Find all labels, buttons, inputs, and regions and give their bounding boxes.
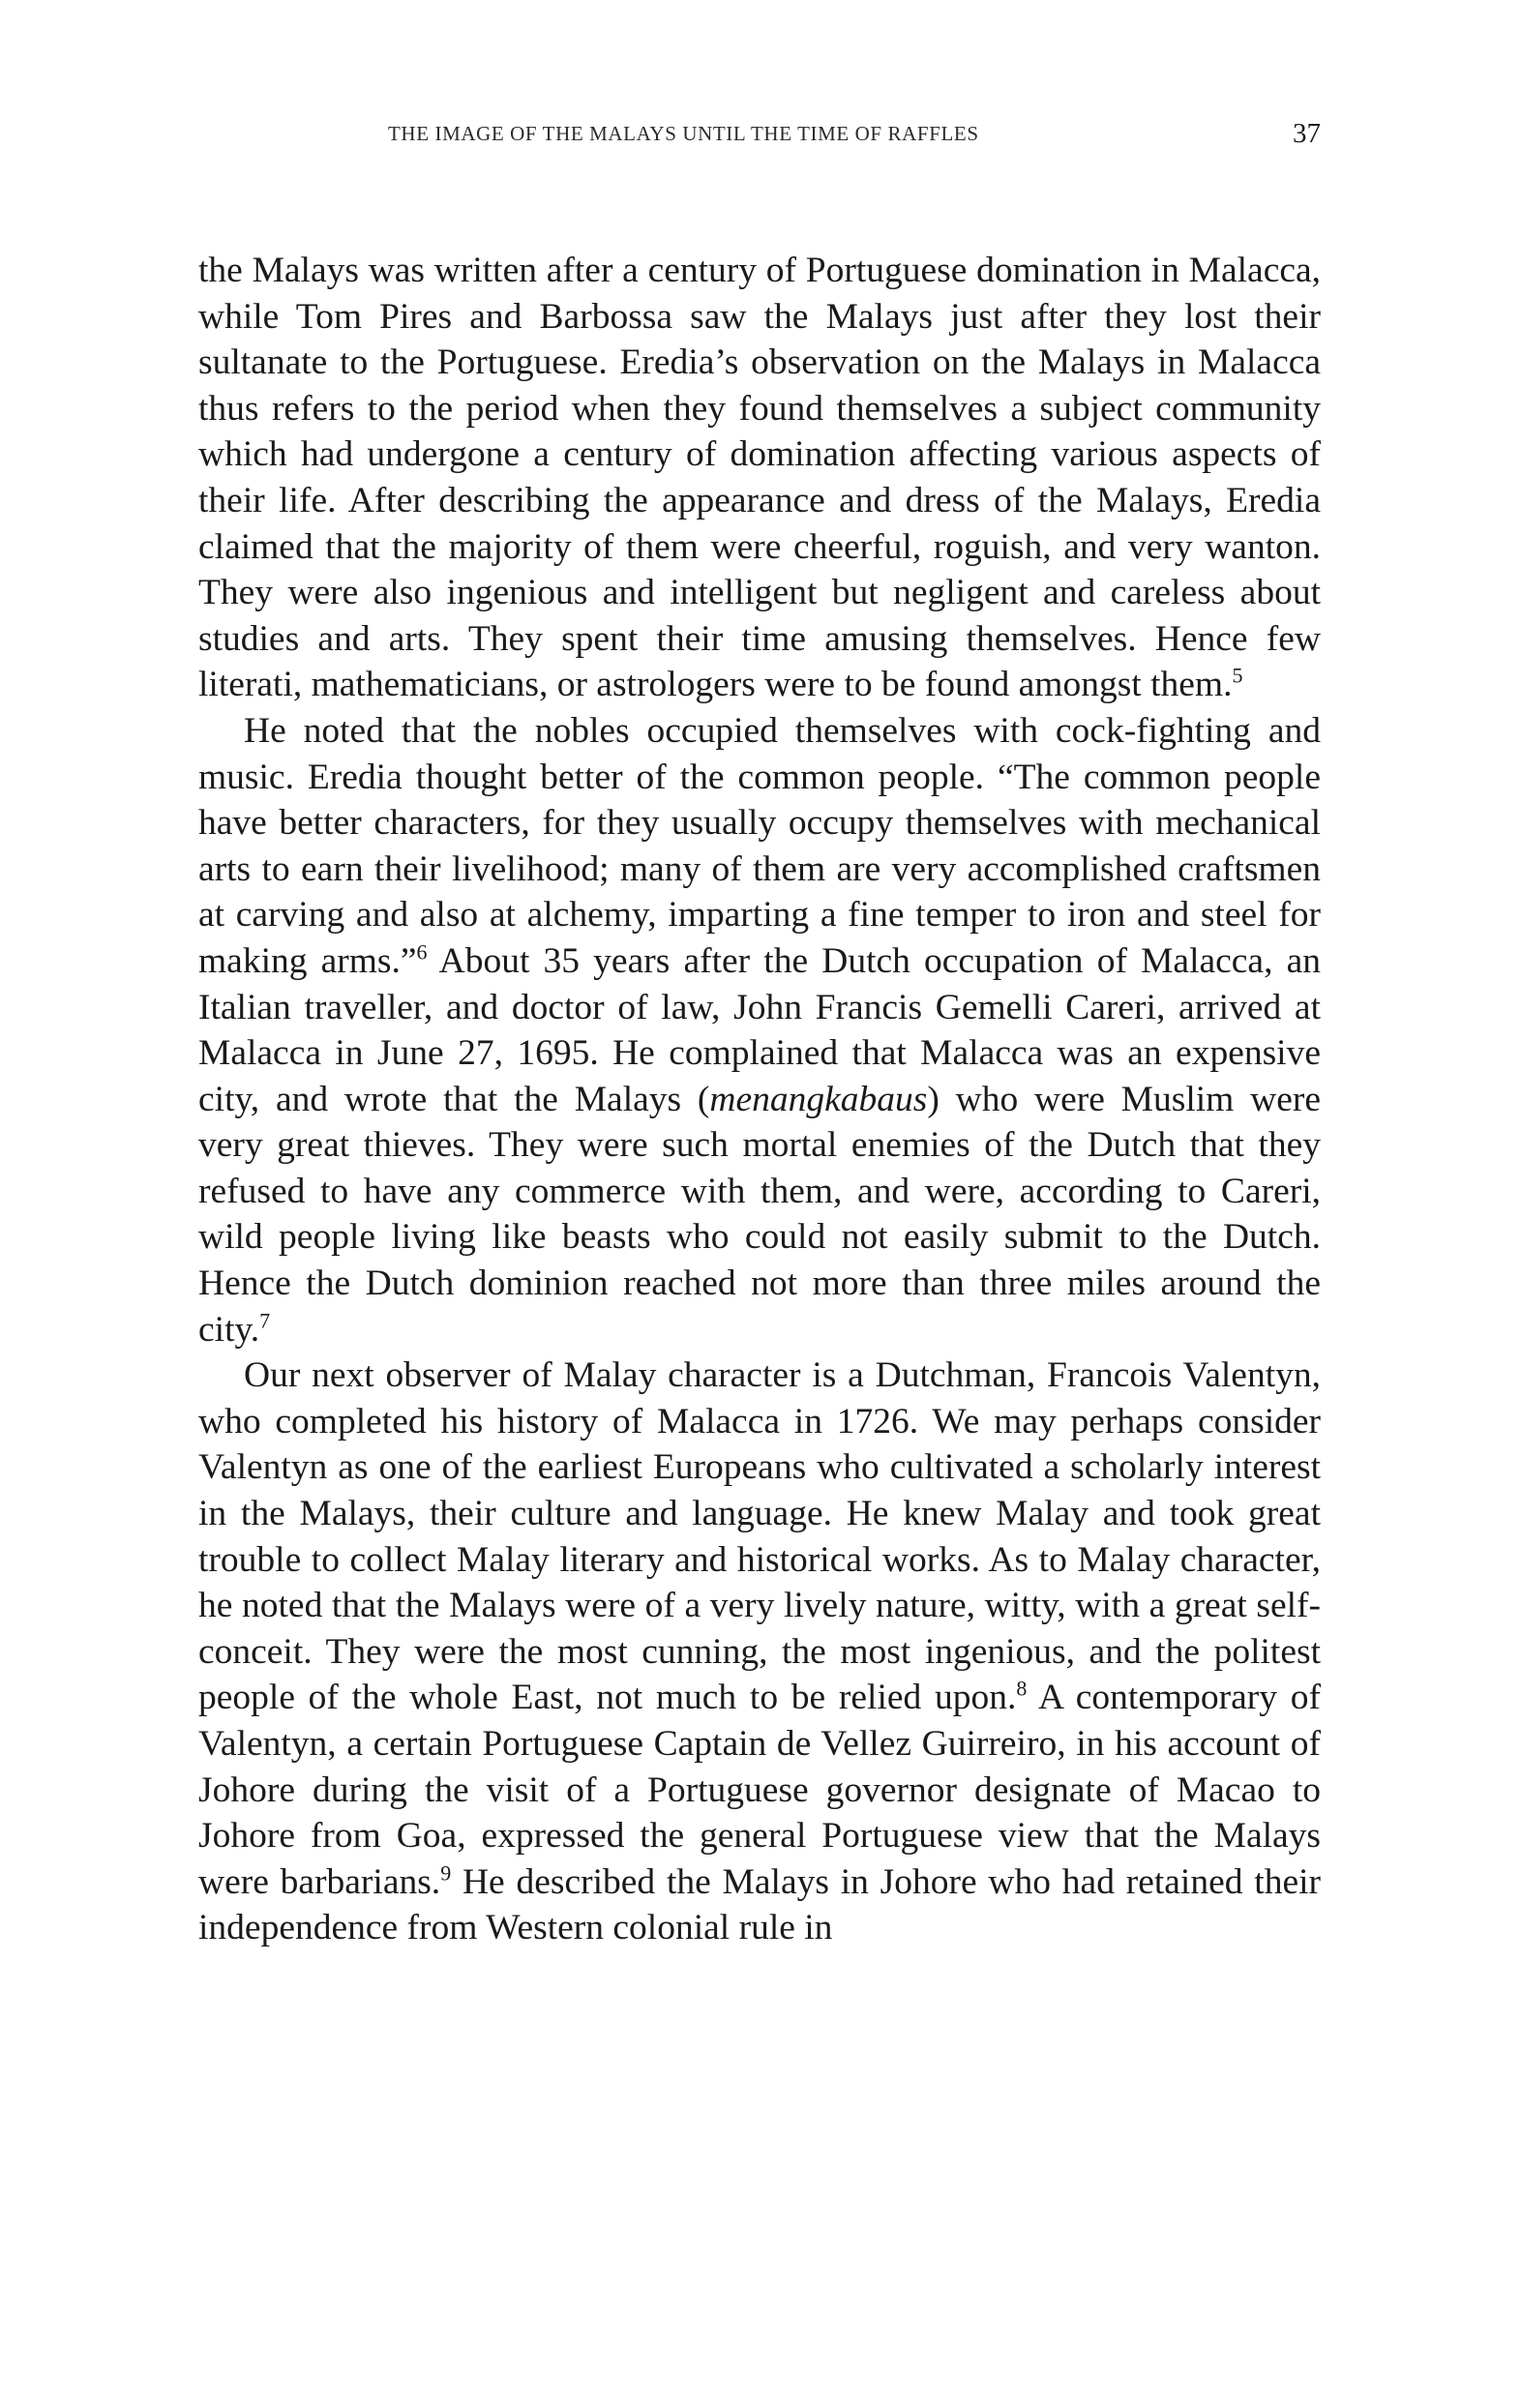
footnote-ref-8: 8 — [1016, 1676, 1028, 1701]
page-number: 37 — [1293, 118, 1321, 149]
text-segment: ) who were Muslim were very great thieves. They were such mortal enemies of the Dutch that they refused to have any commerce with them, and were, according to Careri, wild people living like beasts who could not easily submit to the Dutch. Hence the Dutch dominion reached not more than three miles around the city. — [198, 1079, 1322, 1350]
footnote-ref-7: 7 — [259, 1308, 271, 1333]
italic-term: menangkabaus — [709, 1079, 928, 1119]
footnote-ref-5: 5 — [1232, 663, 1243, 688]
text-segment: He noted that the nobles occupied themselves with cock-fighting and music. Eredia thought better of the common people. “The common people have better characters, for they usually occupy themselves with mechanical arts to earn their livelihood; many of them are very accomplished craftsmen at carving and also at alchemy, imparting a fine temper to iron and steel for making arms.” — [198, 710, 1321, 981]
paragraph-2 — [198, 708, 1321, 1353]
paragraph-3 — [198, 1353, 1321, 1951]
text-segment: About 35 years after the Dutch occupation of Malacca, an Italian traveller, and doctor of law, John Francis Gemelli Careri, arrived at Malacca in June 27, 1695. He complained that Malacca was an expensive city, and wrote that the Malays ( — [198, 940, 1321, 1119]
footnote-ref-6: 6 — [416, 939, 428, 965]
paragraph-1 — [198, 248, 1321, 708]
text-segment: A contemporary of Valentyn, a certain Portuguese Captain de Vellez Guirreiro, in his account of Johore during the visit of a Portuguese governor designate of Macao to Johore from Goa, expressed the general Portuguese view that the Malays were barbarians. — [198, 1678, 1321, 1902]
body-text — [198, 248, 1321, 1951]
text-segment: Our next observer of Malay character is a Dutchman, Francois Valentyn, who completed his history of Malacca in 1726. We may perhaps consider Valentyn as one of the earliest Europeans who cultivated a scholarly interest in the Malays, their culture and language. He knew Malay and took great trouble to collect Malay literary and historical works. As to Malay character, he noted that the Malays were of a very lively nature, witty, with a great self-conceit. They were the most cunning, the most ingenious, and the politest people of the whole East, not much to be relied upon. — [198, 1355, 1321, 1718]
running-title: THE IMAGE OF THE MALAYS UNTIL THE TIME OF RAFFLES — [388, 122, 979, 145]
text-segment: He described the Malays in Johore who had retained their independence from Western colonial rule in — [198, 1861, 1321, 1948]
footnote-ref-9: 9 — [440, 1860, 452, 1886]
running-header — [198, 118, 1321, 157]
text-segment: the Malays was written after a century of Portuguese domination in Malacca, while Tom Pires and Barbossa saw the Malays just after they lost their sultanate to the Portuguese. Eredia’s observation on the Malays in Malacca thus refers to the period when they found themselves a subject community which had undergone a century of domination affecting various aspects of their life. After describing the appearance and dress of the Malays, Eredia claimed that the majority of them were cheerful, roguish, and very wanton. They were also ingenious and intelligent but negligent and careless about studies and arts. They spent their time amusing themselves. Hence few literati, mathematicians, or astrologers were to be found amongst them. — [198, 251, 1321, 705]
